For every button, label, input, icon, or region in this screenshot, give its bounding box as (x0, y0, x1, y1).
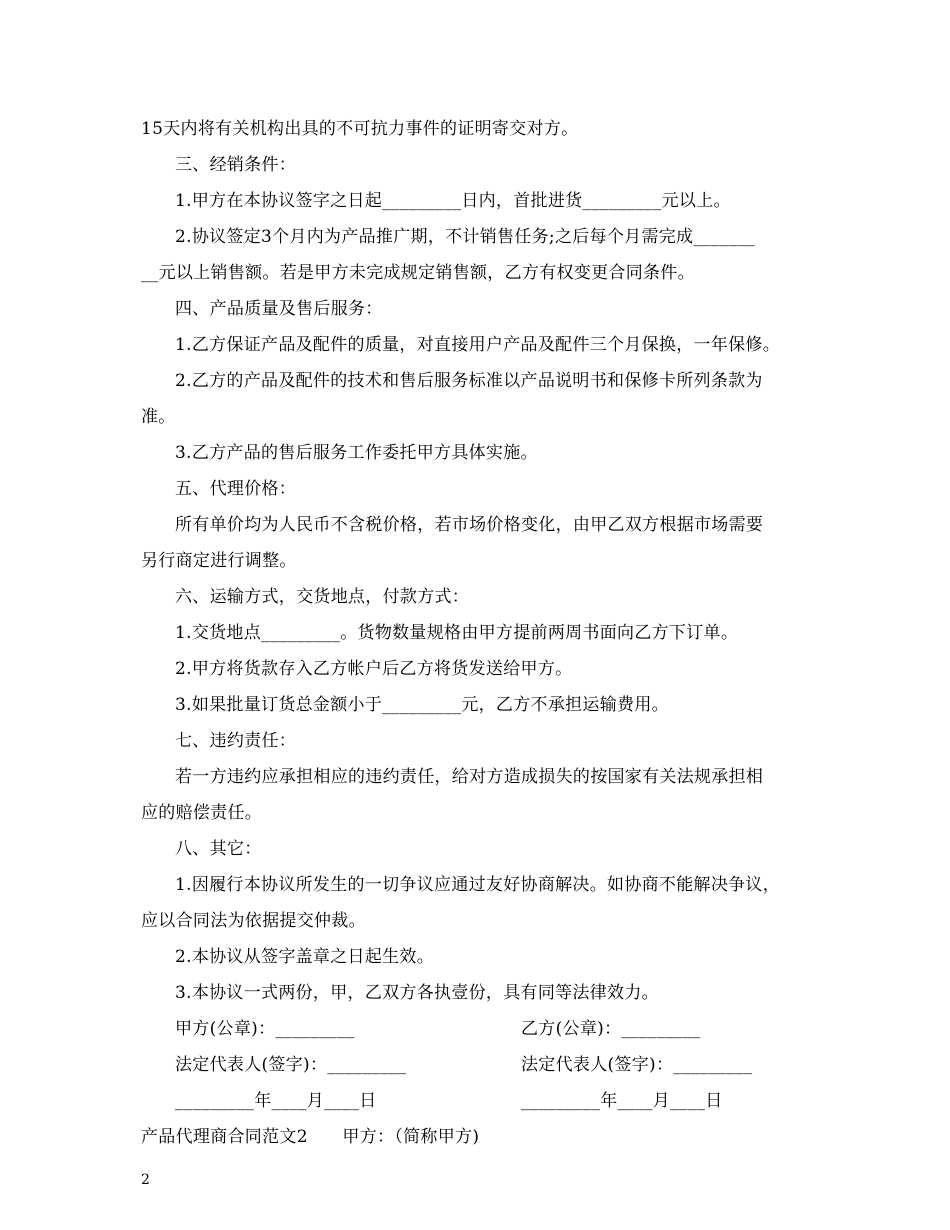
party-a-representative-field: 法定代表人(签字)：_________ (175, 1055, 407, 1075)
paragraph-line: 3.本协议一式两份，甲，乙双方各执壹份，具有同等法律效力。 (175, 983, 659, 1003)
paragraph-line: 3.乙方产品的售后服务工作委托甲方具体实施。 (175, 443, 538, 463)
party-b-representative-field: 法定代表人(签字)：_________ (521, 1055, 753, 1075)
paragraph-line: 2.乙方的产品及配件的技术和售后服务标准以产品说明书和保修卡所列条款为 (175, 371, 763, 391)
section-heading: 五、代理价格： (175, 479, 297, 499)
paragraph-line: __元以上销售额。若是甲方未完成规定销售额，乙方有权变更合同条件。 (141, 263, 695, 283)
paragraph-line: 2.协议签定3个月内为产品推广期，不计销售任务;之后每个月需完成_______ (175, 227, 755, 247)
section-heading: 七、违约责任： (175, 731, 297, 751)
paragraph-line: 1.乙方保证产品及配件的质量，对直接用户产品及配件三个月保换，一年保修。 (175, 335, 781, 355)
section-heading: 六、运输方式，交货地点，付款方式： (175, 587, 470, 607)
party-b-date-field: _________年____月____日 (521, 1091, 723, 1111)
paragraph-line: 若一方违约应承担相应的违约责任，给对方造成损失的按国家有关法规承担相 (175, 767, 764, 787)
paragraph-line: 1.甲方在本协议签字之日起_________日内，首批进货_________元以上。 (175, 191, 731, 211)
paragraph-line: 应的赔偿责任。 (141, 803, 263, 823)
paragraph-line: 准。 (141, 407, 176, 427)
paragraph-line: 应以合同法为依据提交仲裁。 (141, 911, 366, 931)
paragraph-line: 1.交货地点_________。货物数量规格由甲方提前两周书面向乙方下订单。 (175, 623, 739, 643)
section-heading: 四、产品质量及售后服务： (175, 299, 383, 319)
paragraph-line: 所有单价均为人民币不含税价格，若市场价格变化，由甲乙双方根据市场需要 (175, 515, 764, 535)
paragraph-line: 15天内将有关机构出具的不可抗力事件的证明寄交对方。 (141, 119, 579, 139)
next-contract-heading: 产品代理商合同范文2 甲方：（简称甲方) (141, 1127, 480, 1147)
page-number: 2 (141, 1172, 150, 1188)
paragraph-line: 另行商定进行调整。 (141, 551, 297, 571)
paragraph-line: 2.甲方将货款存入乙方帐户后乙方将货发送给甲方。 (175, 659, 573, 679)
paragraph-line: 2.本协议从签字盖章之日起生效。 (175, 947, 435, 967)
party-b-seal-field: 乙方(公章)：_________ (521, 1019, 701, 1039)
party-a-date-field: _________年____月____日 (175, 1091, 377, 1111)
party-a-seal-field: 甲方(公章)：_________ (175, 1019, 355, 1039)
paragraph-line: 1.因履行本协议所发生的一切争议应通过友好协商解决。如协商不能解决争议， (175, 875, 781, 895)
section-heading: 八、其它： (175, 839, 262, 859)
paragraph-line: 3.如果批量订货总金额小于_________元，乙方不承担运输费用。 (175, 695, 669, 715)
section-heading: 三、经销条件： (175, 155, 297, 175)
